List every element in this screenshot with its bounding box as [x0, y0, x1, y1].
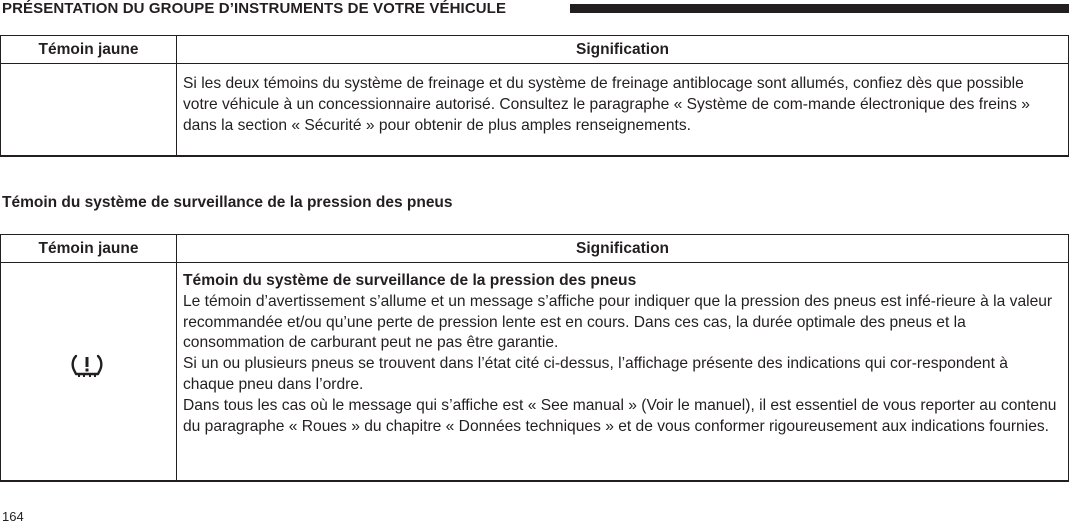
col-header-yellow-light: Témoin jaune	[1, 235, 177, 262]
header-title: PRÉSENTATION DU GROUPE D’INSTRUMENTS DE VOTRE VÉHICULE	[2, 0, 507, 17]
tpms-paragraph-1: Le témoin d’avertissement s’allume et un message s’affiche pour indiquer que la pression des pneus est infé-rieure à la valeur recommandée et/ou qu’une perte de pression lente est en cours. Dans ces cas, la durée optimale des pneus et la consommation de carburant peut ne pas être garantie.	[183, 292, 1053, 352]
col-header-meaning: Signification	[576, 41, 669, 58]
table-row	[1, 64, 1068, 157]
page-number: 164	[2, 509, 24, 524]
meaning-cell	[183, 271, 1060, 437]
section-title: Témoin du système de surveillance de la pression des pneus	[2, 194, 453, 211]
header-rule	[570, 4, 1069, 13]
tpms-table	[0, 234, 1069, 482]
tpms-paragraph-3: Dans tous les cas où le message qui s’affiche est « See manual » (Voir le manuel), il est essentiel de vous reporter au contenu du paragraphe « Roues » du chapitre « Données techniques » et de vous conformer rigoureusement aux indications fournies.	[183, 396, 1057, 435]
table-row	[1, 263, 1068, 482]
brake-warning-table	[0, 35, 1069, 157]
tpms-paragraph-2: Si un ou plusieurs pneus se trouvent dans l’état cité ci-dessus, l’affichage présente des indications qui cor-respondent à chaque pneu dans l’ordre.	[183, 355, 1008, 393]
table-header-row	[1, 35, 1068, 64]
table-header-row	[1, 234, 1068, 263]
tpms-heading: Témoin du système de surveillance de la pression des pneus	[183, 272, 637, 289]
icon-cell	[1, 64, 177, 155]
tire-pressure-warning-icon	[70, 352, 104, 378]
meaning-cell	[183, 74, 1060, 136]
brake-warning-text: Si les deux témoins du système de freinage et du système de freinage antiblocage sont allumés, confiez dès que possible votre véhicule à un concessionnaire autorisé. Consultez le paragraphe « Système de com-mande électronique des freins » dans la section « Sécurité » pour obtenir de plus amples renseignements.	[183, 75, 1030, 134]
col-header-yellow-light: Témoin jaune	[1, 36, 177, 63]
page-header	[0, 0, 1069, 20]
col-header-meaning: Signification	[576, 240, 669, 257]
